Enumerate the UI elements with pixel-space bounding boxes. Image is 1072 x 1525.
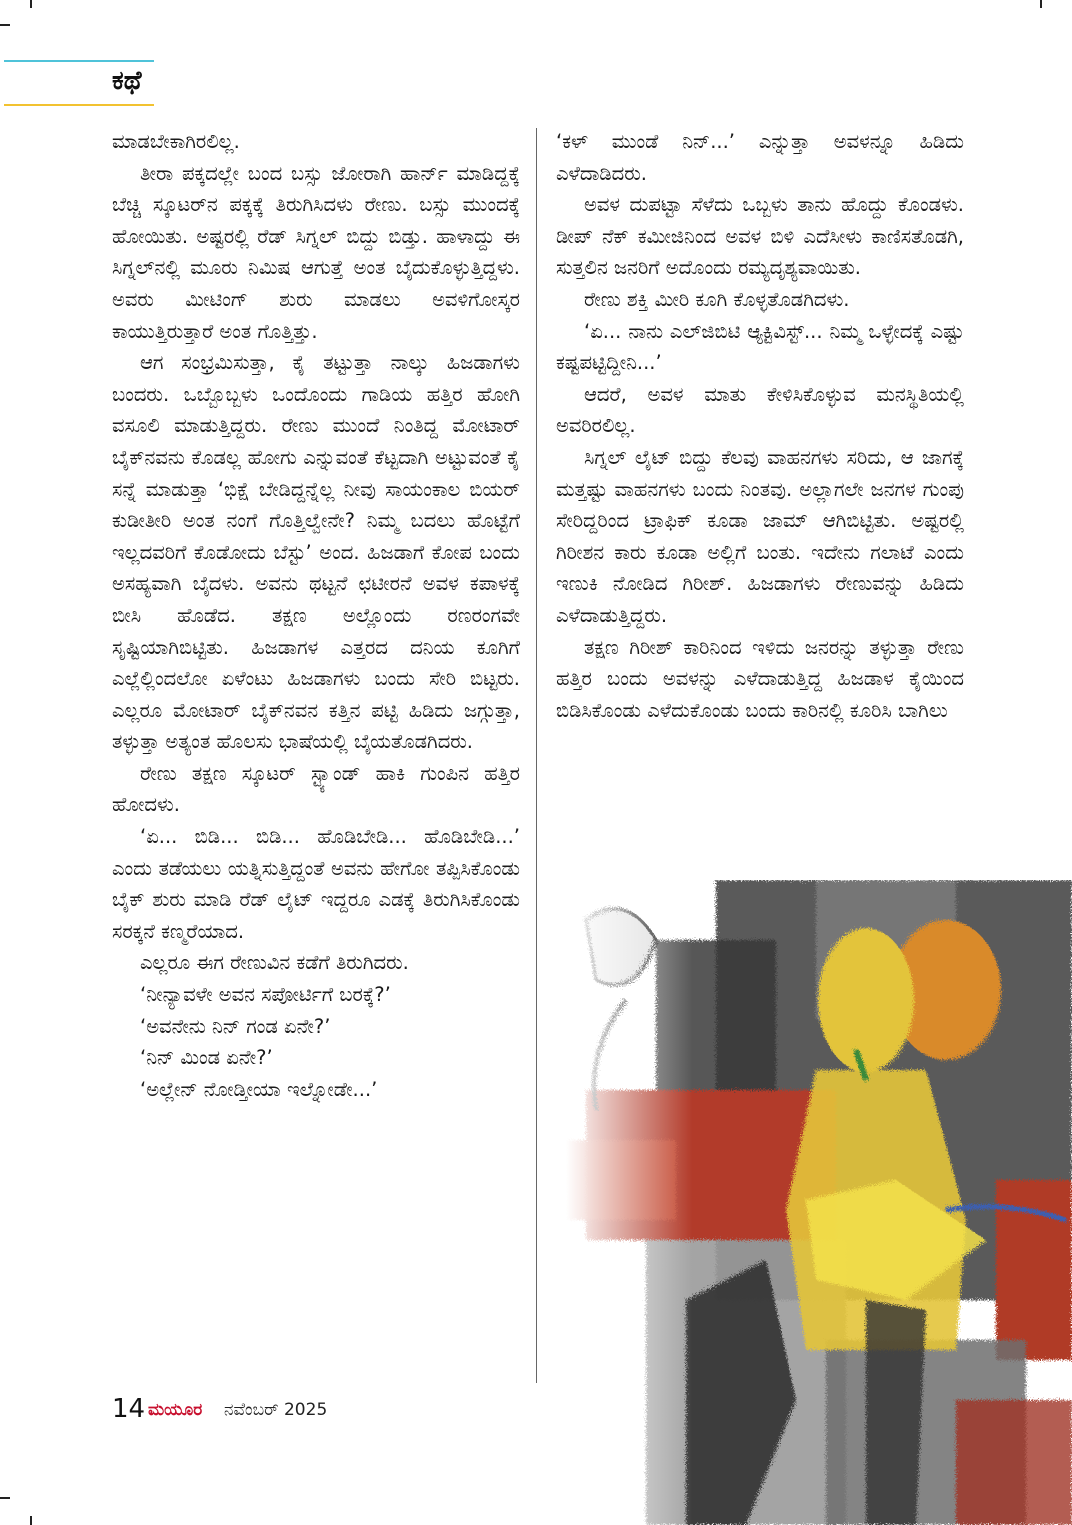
paragraph: ‘ಅವನೇನು ನಿನ್ ಗಂಡ ಏನೇ?’ [140, 1014, 331, 1038]
issue-date: ನವೆಂಬರ್ 2025 [224, 1400, 328, 1420]
paragraph: ತಕ್ಷಣ ಗಿರೀಶ್ ಕಾರಿನಿಂದ ಇಳಿದು ಜನರನ್ನು ತಳ್ಳುತ್ತಾ ರೇಣು ಹತ್ತಿರ ಬಂದು ಅವಳನ್ನು ಎಳೆದಾಡುತ್ತಿದ್ದ ಹಿಜಡಾಳ ಕೈಯಿಂದ ಬಿಡಿಸಿಕೊಂಡು ಎಳೆದುಕೊಂಡು ಬಂದು ಕಾರಿನಲ್ಲಿ ಕೂರಿಸಿ ಬಾಗಿಲು [556, 635, 964, 722]
paragraph: ‘ನೀನ್ಯಾವಳೇ ಅವನ ಸಪೋರ್ಟಿಗೆ ಬರಕ್ಕೆ?’ [140, 983, 391, 1007]
crop-mark [30, 0, 32, 8]
paragraph: ‘ಏ... ನಾನು ಎಲ್‌ಜಿಬಿಟಿ ಆ್ಯಕ್ಟಿವಿಸ್ಟ್... ನಿಮ್ಮ ಒಳ್ಳೇದಕ್ಕೆ ಎಷ್ಟು ಕಷ್ಟಪಟ್ಟಿದ್ದೀನಿ...’ [556, 319, 964, 375]
paragraph: ತೀರಾ ಪಕ್ಕದಲ್ಲೇ ಬಂದ ಬಸ್ಸು ಜೋರಾಗಿ ಹಾರ್ನ್ ಮಾಡಿದ್ದಕ್ಕೆ ಬೆಚ್ಚಿ ಸ್ಕೂಟರ್‌ನ ಪಕ್ಕಕ್ಕೆ ತಿರುಗಿಸಿದಳು ರೇಣು. ಬಸ್ಸು ಮುಂದಕ್ಕೆ ಹೋಯಿತು. ಅಷ್ಟರಲ್ಲಿ ರೆಡ್ ಸಿಗ್ನಲ್ ಬಿದ್ದು ಬಿಡ್ತು. ಹಾಳಾದ್ದು ಈ ಸಿಗ್ನಲ್‌ನಲ್ಲಿ ಮೂರು ನಿಮಿಷ ಆಗುತ್ತೆ ಅಂತ ಬೈದುಕೊಳ್ಳುತ್ತಿದ್ದಳು. ಅವರು ಮೀಟಿಂಗ್ ಶುರು ಮಾಡಲು ಅವಳಿಗೋಸ್ಕರ ಕಾಯುತ್ತಿರುತ್ತಾರೆ ಅಂತ ಗೊತ್ತಿತ್ತು. [112, 161, 520, 343]
header-rule-top [4, 60, 154, 62]
crop-mark [30, 1516, 32, 1525]
right-column [556, 126, 964, 726]
paragraph: ಆದರೆ, ಅವಳ ಮಾತು ಕೇಳಿಸಿಕೊಳ್ಳುವ ಮನಸ್ಥಿತಿಯಲ್ಲಿ ಅವರಿರಲಿಲ್ಲ. [556, 382, 964, 438]
header-rule-bottom [4, 104, 154, 106]
crop-mark [0, 24, 10, 26]
paragraph: ಮಾಡಬೇಕಾಗಿರಲಿಲ್ಲ. [112, 130, 240, 153]
paragraph: ‘ಏ... ಬಿಡಿ... ಬಿಡಿ... ಹೊಡಿಬೇಡಿ... ಹೊಡಿಬೇಡಿ...’ ಎಂದು ತಡೆಯಲು ಯತ್ನಿಸುತ್ತಿದ್ದಂತೆ ಅವನು ಹೇಗೋ ತಪ್ಪಿಸಿಕೊಂಡು ಬೈಕ್ ಶುರು ಮಾಡಿ ರೆಡ್ ಲೈಟ್ ಇದ್ದರೂ ಎಡಕ್ಕೆ ತಿರುಗಿಸಿಕೊಂಡು ಸರಕ್ಕನೆ ಕಣ್ಮರೆಯಾದ. [112, 825, 520, 943]
crop-mark [1040, 0, 1042, 8]
paragraph: ಸಿಗ್ನಲ್ ಲೈಟ್ ಬಿದ್ದು ಕೆಲವು ವಾಹನಗಳು ಸರಿದು, ಆ ಜಾಗಕ್ಕೆ ಮತ್ತಷ್ಟು ವಾಹನಗಳು ಬಂದು ನಿಂತವು. ಅಲ್ಲಾಗಲೇ ಜನಗಳ ಗುಂಪು ಸೇರಿದ್ದರಿಂದ ಟ್ರಾಫಿಕ್ ಕೂಡಾ ಜಾಮ್ ಆಗಿಬಿಟ್ಟಿತು. ಅಷ್ಟರಲ್ಲಿ ಗಿರೀಶನ ಕಾರು ಕೂಡಾ ಅಲ್ಲಿಗೆ ಬಂತು. ಇದೇನು ಗಲಾಟೆ ಎಂದು ಇಣುಕಿ ನೋಡಿದ ಗಿರೀಶ್. ಹಿಜಡಾಗಳು ರೇಣುವನ್ನು ಹಿಡಿದು ಎಳೆದಾಡುತ್ತಿದ್ದರು. [556, 445, 964, 627]
paragraph: ‘ಅಲ್ಲೇನ್ ನೋಡ್ತೀಯಾ ಇಲ್ನೋಡೇ...’ [140, 1077, 378, 1101]
left-column [112, 126, 520, 1105]
paragraph: ರೇಣು ಶಕ್ತಿ ಮೀರಿ ಕೂಗಿ ಕೊಳ್ಳತೊಡಗಿದಳು. [584, 287, 850, 311]
paragraph: ಅವಳ ದುಪಟ್ಟಾ ಸೆಳೆದು ಒಬ್ಬಳು ತಾನು ಹೊದ್ದು ಕೊಂಡಳು. ಡೀಪ್ ನೆಕ್ ಕಮೀಜಿನಿಂದ ಅವಳ ಬಿಳಿ ಎದೆಸೀಳು ಕಾಣಿಸತೊಡಗಿ, ಸುತ್ತಲಿನ ಜನರಿಗೆ ಅದೊಂದು ರಮ್ಯದೃಶ್ಯವಾಯಿತು. [556, 193, 964, 280]
paragraph: ‘ನಿನ್ ಮಿಂಡ ಏನೇ?’ [140, 1046, 273, 1070]
paragraph: ರೇಣು ತಕ್ಷಣ ಸ್ಕೂಟರ್ ಸ್ಟ್ಯಾಂಡ್ ಹಾಕಿ ಗುಂಪಿನ ಹತ್ತಿರ ಹೋದಳು. [112, 761, 520, 817]
crop-mark [0, 1497, 10, 1499]
section-label: ಕಥೆ [112, 66, 142, 96]
story-illustration [566, 880, 1072, 1525]
magazine-name: ಮಯೂರ [148, 1400, 203, 1420]
page-number: 14 [112, 1394, 146, 1424]
paragraph: ‘ಕಳ್ ಮುಂಡೆ ನಿನ್...’ ಎನ್ನುತ್ತಾ ಅವಳನ್ನೂ ಹಿಡಿದು ಎಳೆದಾಡಿದರು. [556, 130, 964, 185]
paragraph: ಎಲ್ಲರೂ ಈಗ ರೇಣುವಿನ ಕಡೆಗೆ ತಿರುಗಿದರು. [140, 951, 409, 975]
paragraph: ಆಗ ಸಂಭ್ರಮಿಸುತ್ತಾ, ಕೈ ತಟ್ಟುತ್ತಾ ನಾಲ್ಕು ಹಿಜಡಾಗಳು ಬಂದರು. ಒಬ್ಬೊಬ್ಬಳು ಒಂದೊಂದು ಗಾಡಿಯ ಹತ್ತಿರ ಹೋಗಿ ವಸೂಲಿ ಮಾಡುತ್ತಿದ್ದರು. ರೇಣು ಮುಂದೆ ನಿಂತಿದ್ದ ಮೋಟಾರ್ ಬೈಕ್‌ನವನು ಕೊಡಲ್ಲ ಹೋಗು ಎನ್ನುವಂತೆ ಕೆಟ್ಟದಾಗಿ ಅಟ್ಟುವಂತೆ ಕೈ ಸನ್ನೆ ಮಾಡುತ್ತಾ ‘ಭಿಕ್ಷೆ ಬೇಡಿದ್ದನ್ನೆಲ್ಲ ನೀವು ಸಾಯಂಕಾಲ ಬಿಯರ್ ಕುಡೀತೀರಿ ಅಂತ ನಂಗೆ ಗೊತ್ತಿಲ್ವೇನೇ? ನಿಮ್ಮ ಬದಲು ಹೊಟ್ಟೆಗೆ ಇಲ್ಲದವರಿಗೆ ಕೊಡೋದು ಬೆಸ್ಟು’ ಅಂದ. ಹಿಜಡಾಗೆ ಕೋಪ ಬಂದು ಅಸಹ್ಯವಾಗಿ ಬೈದಳು. ಅವನು ಥಟ್ಟನೆ ಛಟೀರನೆ ಅವಳ ಕಪಾಳಕ್ಕೆ ಬೀಸಿ ಹೊಡೆದ. ತಕ್ಷಣ ಅಲ್ಲೊಂದು ರಣರಂಗವೇ ಸೃಷ್ಟಿಯಾಗಿಬಿಟ್ಟಿತು. ಹಿಜಡಾಗಳ ಎತ್ತರದ ದನಿಯ ಕೂಗಿಗೆ ಎಲ್ಲೆಲ್ಲಿಂದಲೋ ಏಳೆಂಟು ಹಿಜಡಾಗಳು ಬಂದು ಸೇರಿ ಬಿಟ್ಟರು. ಎಲ್ಲರೂ ಮೋಟಾರ್ ಬೈಕ್‌ನವನ ಕತ್ತಿನ ಪಟ್ಟಿ ಹಿಡಿದು ಜಗ್ಗುತ್ತಾ, ತಳ್ಳುತ್ತಾ ಅತ್ಯಂತ ಹೊಲಸು ಭಾಷೆಯಲ್ಲಿ ಬೈಯತೊಡಗಿದರು. [112, 351, 520, 754]
column-divider [536, 128, 537, 1383]
